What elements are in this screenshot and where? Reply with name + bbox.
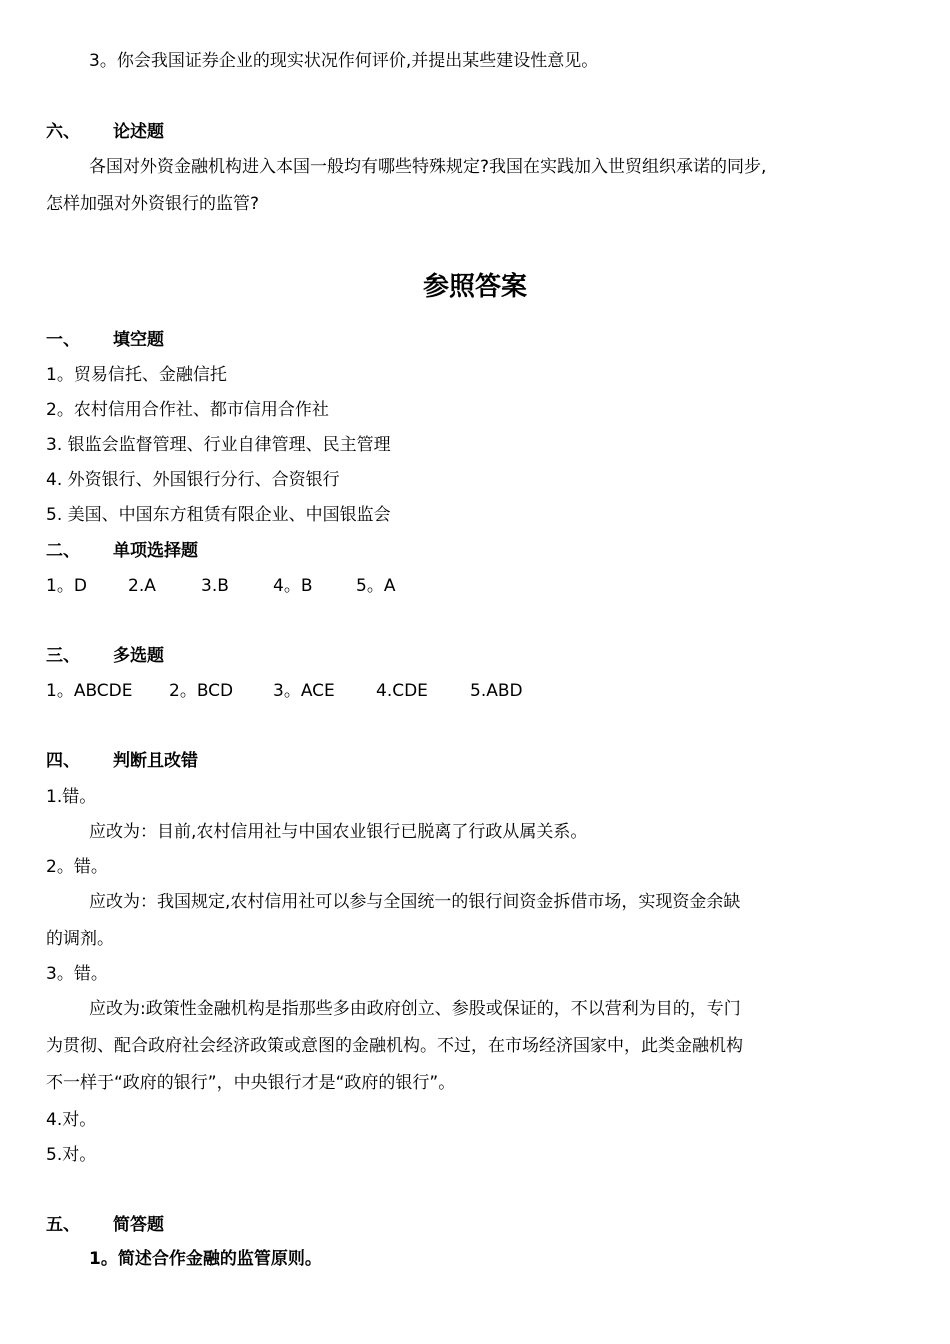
judge-correction-2-line-2: 的调剂。 — [46, 929, 114, 949]
section-5-heading — [46, 1214, 164, 1236]
fill-answer-3: 3. 银监会监督管理、行业自律管理、民主管理 — [46, 435, 391, 455]
fill-answer-1: 1。贸易信托、金融信托 — [46, 365, 227, 385]
judge-answer-5: 5.对。 — [46, 1145, 97, 1165]
section-2-number: 二、 — [46, 541, 80, 561]
section-3-heading — [46, 645, 164, 667]
essay-question-line-2: 怎样加强对外资银行的监管? — [46, 194, 260, 214]
fill-answer-4: 4. 外资银行、外国银行分行、合资银行 — [46, 470, 340, 490]
judge-answer-2: 2。错。 — [46, 857, 108, 877]
multi-answer-3: 3。ACE — [273, 681, 335, 701]
section-6-number: 六、 — [46, 122, 80, 142]
judge-answer-1: 1.错。 — [46, 787, 97, 807]
section-4-number: 四、 — [46, 751, 80, 771]
answers-title: 参照答案 — [422, 272, 527, 302]
multi-answer-1: 1。ABCDE — [46, 681, 133, 701]
section-1-number: 一、 — [46, 330, 80, 350]
section-6-heading — [46, 121, 164, 143]
judge-correction-2-line-1: 应改为：我国规定,农村信用社可以参与全国统一的银行间资金拆借市场，实现资金余缺 — [89, 892, 741, 912]
single-answer-1: 1。D — [46, 576, 87, 596]
section-1-heading — [46, 329, 164, 351]
section-3-title: 多选题 — [113, 646, 164, 666]
single-answer-5: 5。A — [356, 576, 396, 596]
question-3-text: 3。你会我国证券企业的现实状况作何评价,并提出某些建设性意见。 — [89, 51, 599, 71]
section-6-title: 论述题 — [113, 122, 164, 142]
multi-choice-answers — [46, 680, 523, 702]
section-5-title: 简答题 — [113, 1215, 164, 1235]
judge-answer-3: 3。错。 — [46, 964, 108, 984]
multi-answer-2: 2。BCD — [169, 681, 234, 701]
single-answer-3: 3.B — [201, 576, 229, 596]
judge-correction-3-line-2: 为贯彻、配合政府社会经济政策或意图的金融机构。不过，在市场经济国家中，此类金融机构 — [46, 1036, 743, 1056]
section-2-title: 单项选择题 — [113, 541, 198, 561]
section-1-title: 填空题 — [113, 330, 164, 350]
section-5-number: 五、 — [46, 1215, 80, 1235]
single-choice-answers — [46, 575, 395, 597]
single-answer-2: 2.A — [128, 576, 156, 596]
section-3-number: 三、 — [46, 646, 80, 666]
multi-answer-5: 5.ABD — [470, 681, 523, 701]
judge-correction-3-line-3: 不一样于“政府的银行”，中央银行才是“政府的银行”。 — [46, 1073, 456, 1093]
section-4-heading — [46, 750, 198, 772]
judge-correction-1: 应改为：目前,农村信用社与中国农业银行已脱离了行政从属关系。 — [89, 822, 588, 842]
fill-answer-2: 2。农村信用合作社、都市信用合作社 — [46, 400, 329, 420]
judge-correction-3-line-1: 应改为:政策性金融机构是指那些多由政府创立、参股或保证的，不以营利为目的，专门 — [89, 999, 741, 1019]
single-answer-4: 4。B — [273, 576, 313, 596]
fill-answer-5: 5. 美国、中国东方租赁有限企业、中国银监会 — [46, 505, 391, 525]
short-answer-question-1: 1。简述合作金融的监管原则。 — [89, 1249, 322, 1269]
section-2-heading — [46, 540, 198, 562]
judge-answer-4: 4.对。 — [46, 1110, 97, 1130]
section-4-title: 判断且改错 — [113, 751, 198, 771]
essay-question-line-1: 各国对外资金融机构进入本国一般均有哪些特殊规定?我国在实践加入世贸组织承诺的同步, — [89, 157, 767, 177]
multi-answer-4: 4.CDE — [376, 681, 428, 701]
